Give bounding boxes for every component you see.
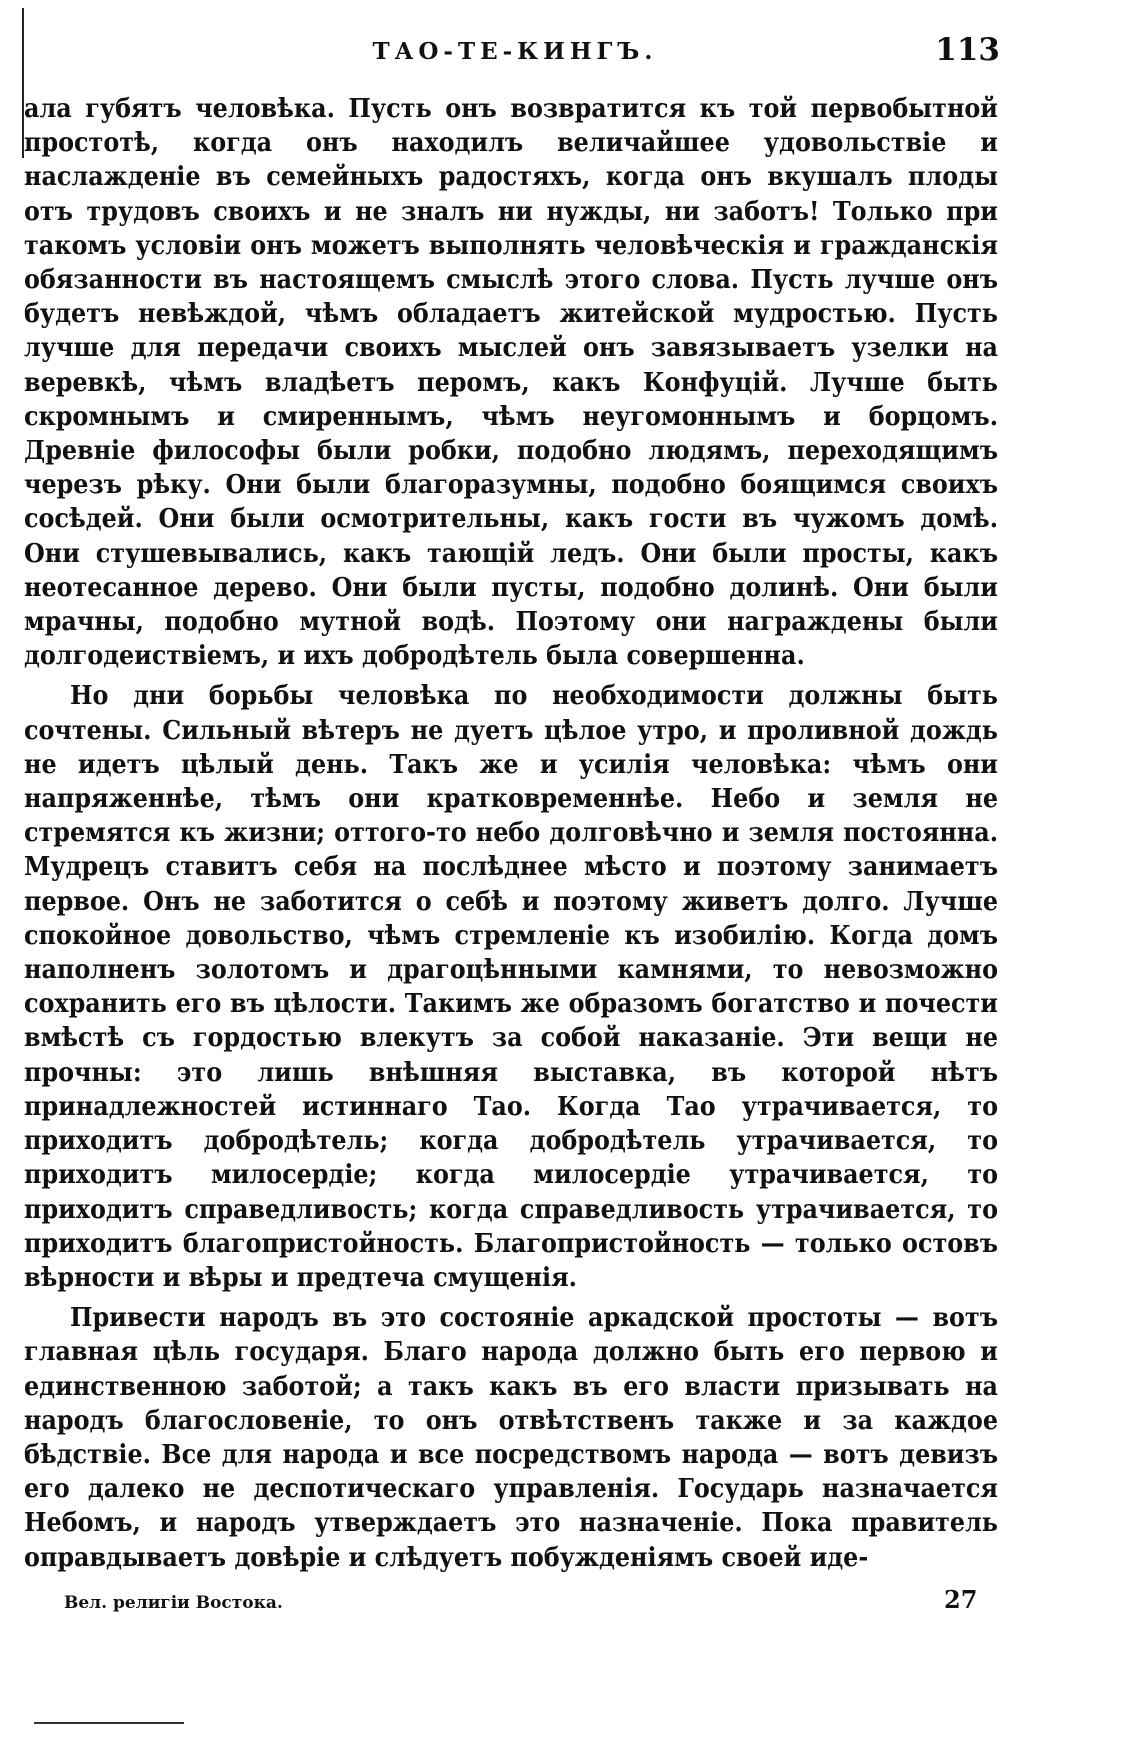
paragraph-2: Но дни борьбы человѣка по необходимости должны быть сочтены. Сильный вѣтеръ не дуетъ цѣлое утро, и проливной дождь не идетъ цѣлый день. Такъ же и усилія человѣка: чѣмъ они напряженнѣе, тѣмъ они кратковременнѣе. Небо и земля не стремятся къ жизни; оттого-то небо долговѣчно и земля постоянна. Мудрецъ ставитъ себя на послѣднее мѣсто и поэтому занимаетъ первое. Онъ не заботится о себѣ и поэтому живетъ долго. Лучше спокойное довольство, чѣмъ стремленіе къ изобилію. Когда домъ наполненъ золотомъ и драгоцѣнными камнями, то невозможно сохранить его въ цѣлости. Такимъ же образомъ богатство и почести вмѣстѣ съ гордостью влекутъ за собой наказаніе. Эти вещи не прочны: это лишь внѣшняя выставка, въ которой нѣтъ принадлежностей истиннаго Тао. Когда Тао утрачивается, то приходитъ добродѣтель; когда добродѣтель утрачивается, то приходитъ милосердіе; когда милосердіе утрачивается, то приходитъ справедливость; когда справедливость утрачивается, то приходитъ благопристойность. Благопристойность — только остовъ вѣрности и вѣры и предтеча смущенія. (24, 680, 998, 1293)
running-head (30, 32, 1000, 72)
page-number: 113 (935, 32, 1000, 68)
signature-number: 27 (944, 1585, 978, 1614)
paragraph-3: Привести народъ въ это состояніе аркадской простоты — вотъ главная цѣль государя. Благо народа должно быть его первою и единственною заботой; а такъ какъ въ его власти призывать на народъ благословеніе, то онъ отвѣтственъ также и за каждое бѣдствіе. Все для народа и все посредствомъ народа — вотъ девизъ его далеко не деспотическаго управленія. Государь назначается Небомъ, и народъ утверждаетъ это назначеніе. Пока правитель оправдываетъ довѣріе и слѣдуетъ побужденіямъ своей иде- (24, 1302, 998, 1573)
running-title: ТАО-ТЕ-КИНГЪ. (372, 38, 658, 65)
page-footer (64, 1585, 978, 1625)
text-body (24, 92, 998, 1575)
paragraph-1: ала губятъ человѣка. Пусть онъ возвратится къ той первобытной простотѣ, когда онъ находилъ величайшее удовольствіе и наслажденіе въ семейныхъ радостяхъ, когда онъ вкушалъ плоды отъ трудовъ своихъ и не зналъ ни нужды, ни заботъ! Только при такомъ условіи онъ можетъ выполнять человѣческія и гражданскія обязанности въ настоящемъ смыслѣ этого слова. Пусть лучше онъ будетъ невѣждой, чѣмъ обладаетъ житейской мудростью. Пусть лучше для передачи своихъ мыслей онъ завязываетъ узелки на веревкѣ, чѣмъ владѣетъ перомъ, какъ Конфуцій. Лучше быть скромнымъ и смиреннымъ, чѣмъ неугомоннымъ и борцомъ. Древніе философы были робки, подобно людямъ, переходящимъ черезъ рѣку. Они были благоразумны, подобно боящимся своихъ сосѣдей. Они были осмотрительны, какъ гости въ чужомъ домѣ. Они стушевывались, какъ тающій ледъ. Они были просты, какъ неотесанное дерево. Они были пусты, подобно долинѣ. Они были мрачны, подобно мутной водѣ. Поэтому они награждены были долгодеиствіемъ, и ихъ добродѣтель была совершенна. (24, 93, 998, 672)
bottom-edge-mark (34, 1722, 184, 1724)
printer-signature: Вел. религіи Востока. (64, 1593, 283, 1613)
